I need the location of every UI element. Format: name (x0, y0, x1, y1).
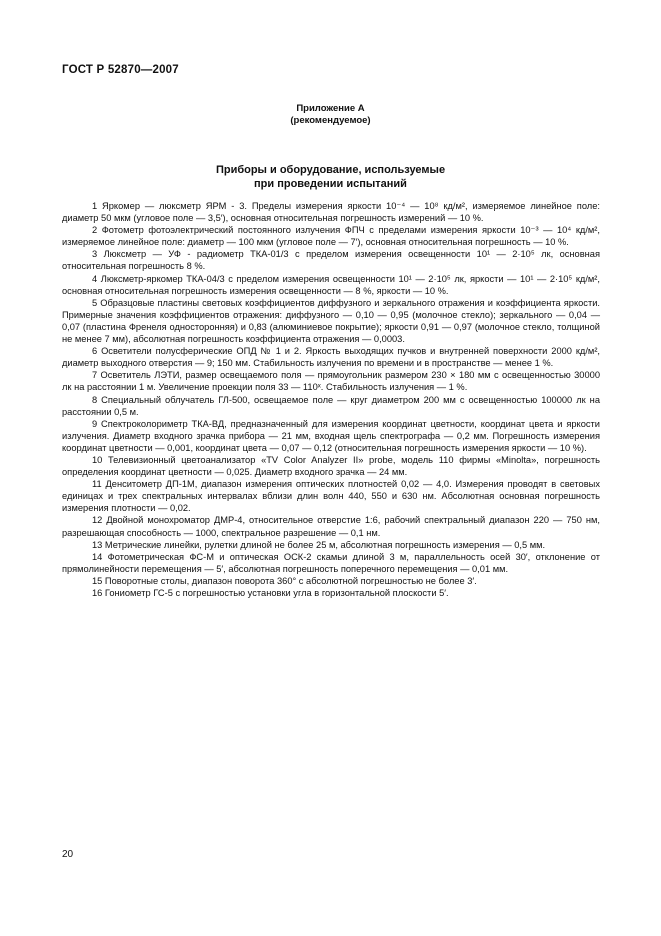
equipment-item-11: 11 Денситометр ДП-1М, диапазон измерения оптических плотностей 0,02 — 4,0. Измерения проводят в световых единицах и трех спектральных интервалах вблизи длин волн 440, 550 и 630 нм. Абсолютная основная погрешность измерения плотности — 0,02. (62, 479, 600, 514)
equipment-item-16: 16 Гониометр ГС-5 с погрешностью установки угла в горизонтальной плоскости 5′. (92, 588, 449, 598)
equipment-item-4: 4 Люксметр-яркомер ТКА-04/3 с пределом измерения освещенности 10¹ — 2·10⁵ лк, яркости — 10¹ — 2·10⁵ кд/м², основная относительная погрешность измерения освещенности — 8 %, яркости — 10 %. (62, 273, 600, 296)
equipment-item-9: 9 Спектроколориметр ТКА-ВД, предназначенный для измерения координат цветности, координат цвета и яркости излучения. Диаметр входного зрачка прибора — 21 мм, входная щель спектрографа — 0,2 мм. Погрешность измерения координат цветности — 0,001, координат цвета — 0,07 — 0,12 (относительная погрешность измерения яркости — 10 %). (62, 418, 600, 453)
equipment-item-13: 13 Метрические линейки, рулетки длиной не более 25 м, абсолютная погрешность измерения — 0,5 мм. (92, 539, 546, 550)
equipment-item-10: 10 Телевизионный цветоанализатор «TV Color Analyzer II» probe, модель 110 фирмы «Minolta», погрешность определения координат цветности — 0,025. Диаметр входного зрачка — 24 мм. (62, 454, 600, 478)
appendix-heading (0, 103, 661, 127)
equipment-item-2: 2 Фотометр фотоэлектрический постоянного излучения ФПЧ с пределами измерения яркости 10⁻³ — 10⁴ кд/м², измеряемое линейное поле: диаметр — 100 мкм (угловое поле — 7′), основная относительная погрешность — 10 %. (62, 225, 600, 248)
equipment-item-6: 6 Осветители полусферические ОПД № 1 и 2. Яркость выходящих пучков и внутренней поверхности 2000 кд/м², диаметр выходного отверстия — 9; 150 мм. Стабильность излучения по времени и в пространстве — менее 1 %. (62, 346, 600, 369)
section-title-line-1: Приборы и оборудование, используемые (215, 164, 446, 176)
page-number: 20 (62, 849, 74, 860)
equipment-item-1: 1 Яркомер — люксметр ЯРМ - 3. Пределы измерения яркости 10⁻⁴ — 10⁸ кд/м², измеряемое линейное поле: диаметр 50 мкм (угловое поле — 3,5′), основная относительная погрешность измерений — 10 %. (62, 201, 600, 224)
section-title-line-2: при проведении испытаний (254, 178, 407, 190)
appendix-label: Приложение А (296, 103, 365, 114)
appendix-status: (рекомендуемое) (290, 115, 371, 126)
document-code: ГОСТ Р 52870—2007 (62, 64, 179, 76)
equipment-item-12: 12 Двойной монохроматор ДМР-4, относительное отверстие 1:6, рабочий спектральный диапазон 220 — 750 нм, разрешающая способность — 1000, спектральное разрешение — 0,1 нм. (62, 515, 600, 538)
equipment-item-15: 15 Поворотные столы, диапазон поворота 360° с абсолютной погрешностью не более 3′. (92, 575, 477, 586)
equipment-item-3: 3 Люксметр — УФ - радиометр ТКА-01/3 с пределом измерения освещенности 10¹ — 2·10⁵ лк, основная относительная погрешность 8 %. (62, 249, 600, 272)
equipment-item-8: 8 Специальный облучатель ГЛ-500, освещаемое поле — круг диаметром 200 мм с освещенностью 100000 лк на расстоянии 0,5 м. (62, 394, 600, 417)
equipment-item-7: 7 Осветитель ЛЭТИ, размер освещаемого поля — прямоугольник размером 230 × 180 мм с освещенностью 30000 лк на расстоянии 1 м. Увеличение проекции поля 33 — 110ˣ. Стабильность излучения — 1 %. (62, 370, 600, 393)
equipment-list (62, 200, 600, 599)
equipment-item-5: 5 Образцовые пластины световых коэффициентов диффузного и зеркального отражения и коэффициента яркости. Примерные значения коэффициентов отражения: диффузного — 0,10 — 0,95 (молочное стекло); зеркального — 0,04 — 0,07 (пластина Френеля односторонняя) и 0,83 (алюминиевое покрытие); яркости 0,91 — 0,97 (молочное стекло, толщиной не менее 7 мм), абсолютная погрешность коэффициента отражения — 0,0003. (62, 297, 600, 345)
equipment-item-14: 14 Фотометрическая ФС-М и оптическая ОСК-2 скамьи длиной 3 м, параллельность осей 30′, отклонение от прямолинейности перемещения — 5′, абсолютная погрешность поперечного перемещения — 0,01 мм. (62, 551, 600, 574)
section-title (0, 163, 661, 191)
